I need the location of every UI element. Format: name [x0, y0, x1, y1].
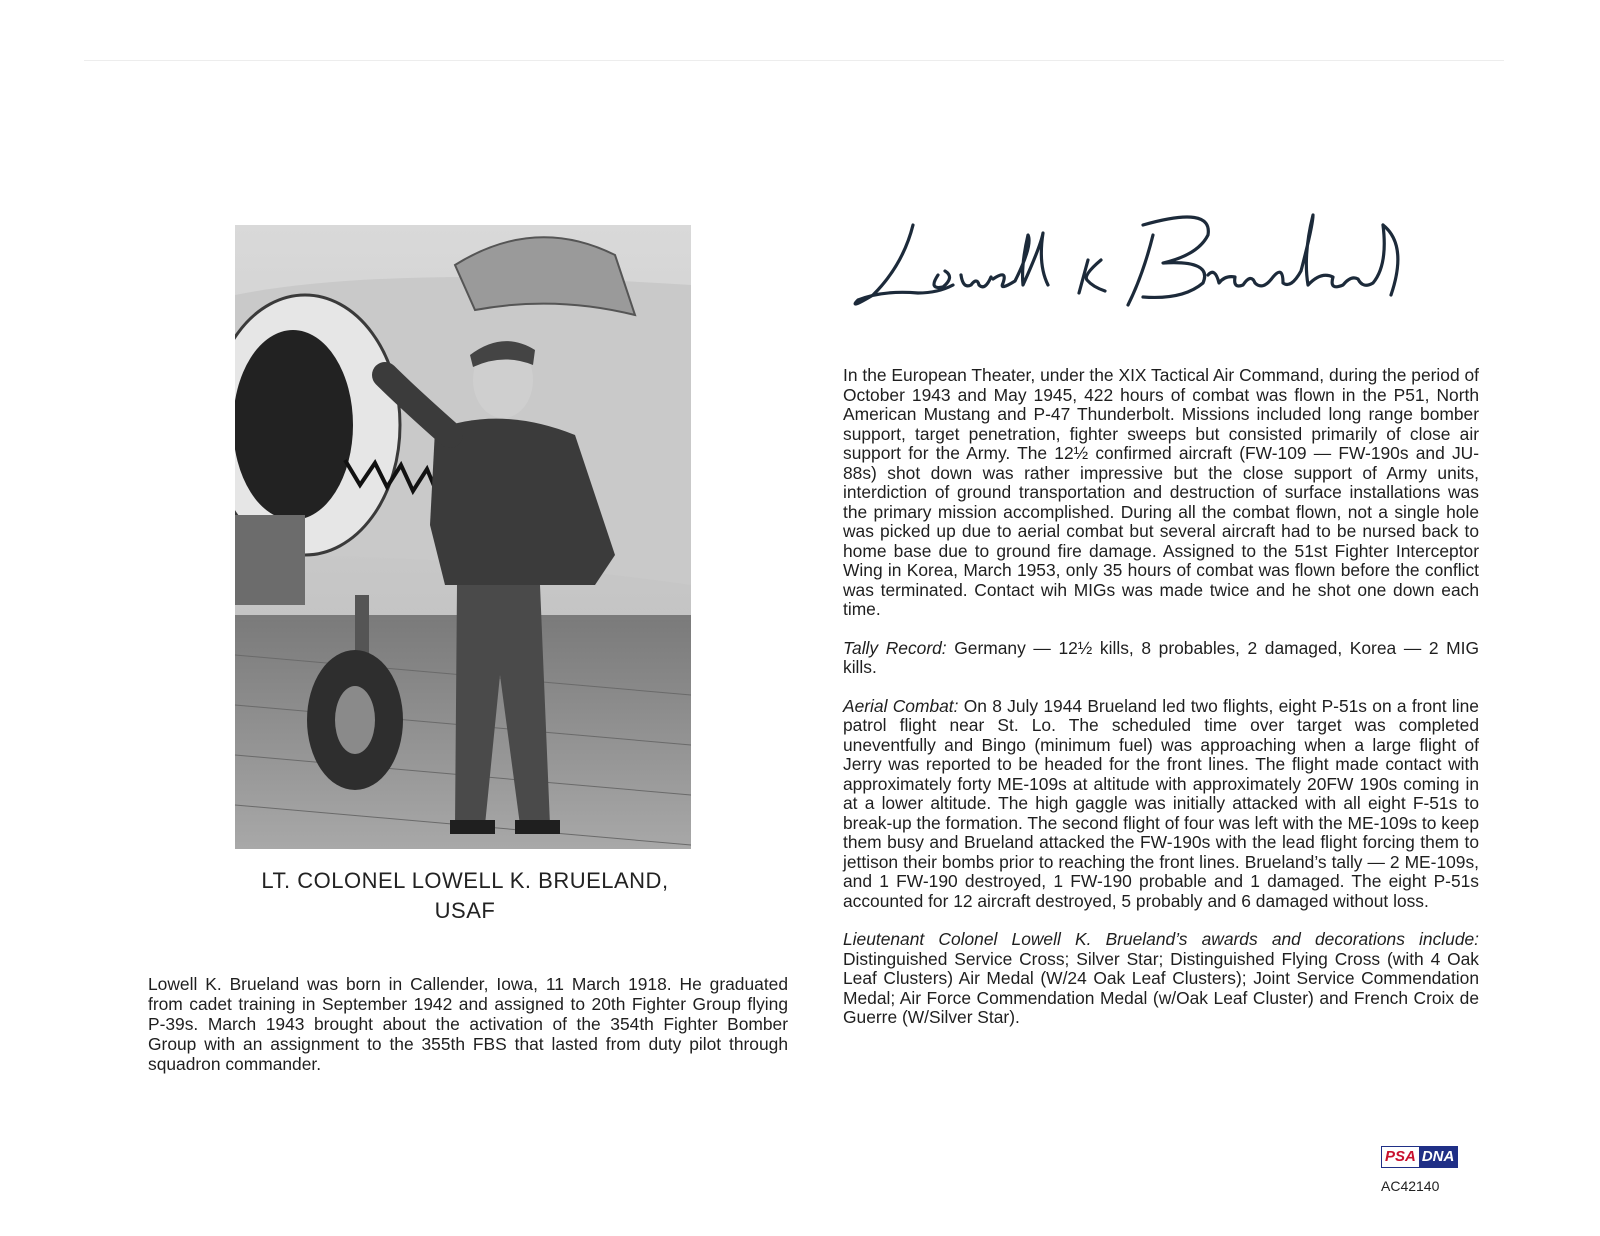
certification-number: AC42140 — [1381, 1178, 1440, 1194]
portrait-photo-icon — [235, 225, 691, 849]
psa-dna-logo — [1381, 1146, 1458, 1168]
awards-label: Lieutenant Colonel Lowell K. Brueland’s awards and decorations include: — [843, 929, 1479, 949]
pilot-photo — [235, 225, 691, 849]
psa-logo-text: PSA — [1382, 1147, 1419, 1167]
aerial-combat — [843, 697, 1479, 912]
tally-record — [843, 639, 1479, 678]
caption-rank-branch: USAF — [434, 898, 496, 923]
awards-text: Distinguished Service Cross; Silver Star; Distinguished Flying Cross (with 4 Oak Leaf Clusters) Air Medal (W/24 Oak Leaf Clusters); Joint Service Commendation Medal; Air Force Commendation Medal (w/Oak Leaf Cluster) and French Croix de Guerre (W/Silver Star). — [843, 948, 1479, 1027]
awards — [843, 930, 1479, 1028]
biography-text: Lowell K. Brueland was born in Callender, Iowa, 11 March 1918. He graduated from cadet training in September 1942 and assigned to 20th Fighter Group flying P-39s. March 1943 brought about the activation of the 354th Fighter Bomber Group with an assignment to the 355th FBS that lasted from duty pilot through squadron commander. — [148, 974, 788, 1074]
top-divider — [84, 60, 1504, 61]
dna-logo-text: DNA — [1419, 1147, 1458, 1167]
aerial-combat-label: Aerial Combat: — [843, 695, 959, 716]
autograph-signature — [843, 205, 1423, 325]
aerial-combat-text: On 8 July 1944 Brueland led two flights, eight P-51s on a front line patrol flight near St. Lo. The scheduled time over target was completed uneventfully and Bingo (minimum fuel) was approaching when a large flight of Jerry was reported to be headed for the front lines. The flight made contact with approximately forty ME-109s at altitude with approximately 20FW 190s coming in at a lower altitude. The high gaggle was initially attacked with all eight F-51s to break-up the formation. The second flight of four was left with the ME-109s to keep them busy and Brueland attacked the FW-190s with the lead flight forcing them to jettison their bombs prior to reaching the front lines. Brueland’s tally — 2 ME-109s, and 1 FW-190 destroyed, 1 FW-190 probable and 1 damaged. The eight P-51s accounted for 12 aircraft destroyed, 5 probably and 6 damaged without loss. — [843, 695, 1479, 911]
photo-caption — [200, 866, 730, 926]
combat-summary: In the European Theater, under the XIX Tactical Air Command, during the period of October 1943 and May 1945, 422 hours of combat was flown in the P51, North American Mustang and P-47 Thunderbolt. Missions included long range bomber support, target penetration, fighter sweeps but consisted primarily of close air support for the Army. The 12½ confirmed aircraft (FW-109 — FW-190s and JU-88s) shot down was rather impressive but the close support of Army units, interdiction of ground transportation and destruction of surface installations was the primary mission accomplished. During all the combat flown, not a single hole was picked up due to aerial combat but several aircraft had to be nursed back to home base due to ground fire damage. Assigned to the 51st Fighter Interceptor Wing in Korea, March 1953, only 35 hours of combat was flown before the conflict was terminated. Contact wih MIGs was made twice and he shot one down each time. — [843, 365, 1479, 619]
combat-history-column — [843, 366, 1479, 1047]
caption-name: LT. COLONEL LOWELL K. BRUELAND, — [261, 868, 669, 893]
tally-label: Tally Record: — [843, 637, 947, 658]
signature-icon — [843, 205, 1423, 325]
tally-text: Germany — 12½ kills, 8 probables, 2 damaged, Korea — 2 MIG kills. — [843, 637, 1479, 677]
